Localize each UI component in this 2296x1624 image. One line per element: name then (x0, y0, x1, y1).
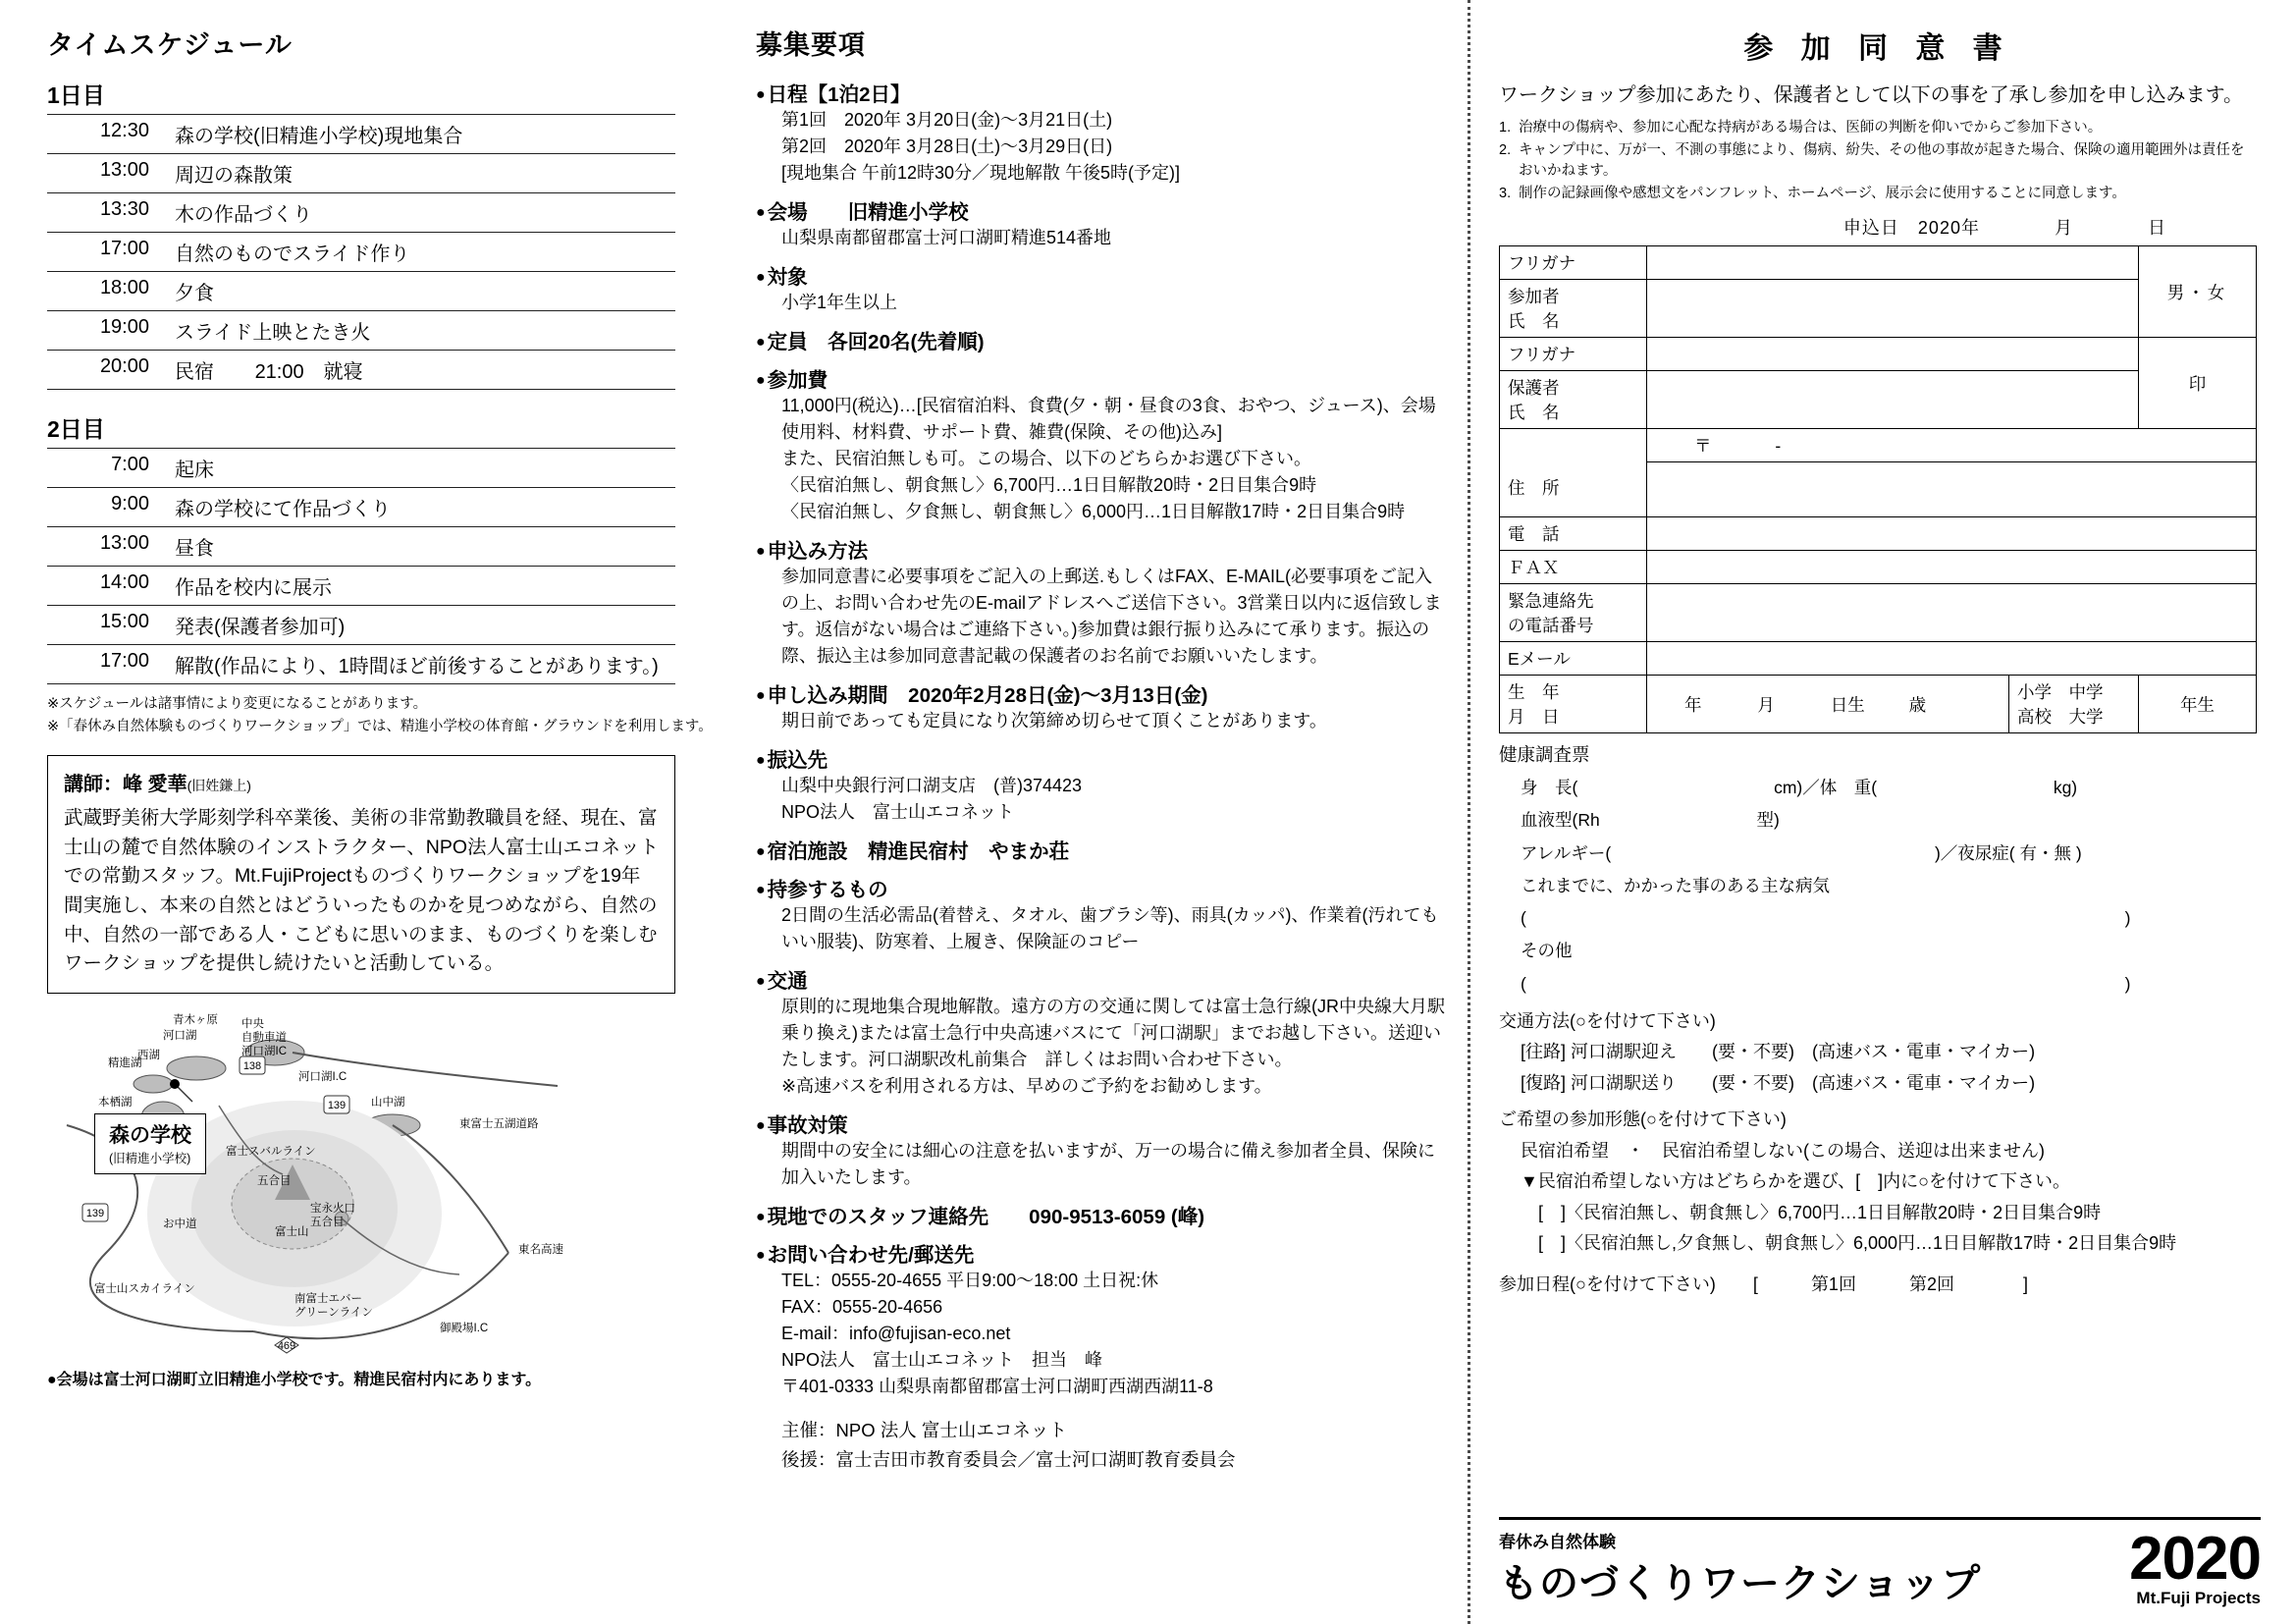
height-weight-unit: cm)／体 重( (1774, 778, 1878, 798)
staff-contact-text[interactable]: 現地でのスタッフ連絡先 090-9513-6059 (峰) (767, 1206, 1205, 1228)
bullet-icon: ● (756, 543, 766, 560)
svg-text:お中道: お中道 (163, 1218, 197, 1230)
paren-close: ) (2124, 973, 2131, 994)
note-1: ※スケジュールは諸事情により変更になることがあります。 (47, 696, 428, 712)
svg-text:西湖: 西湖 (137, 1049, 160, 1061)
health-blood-row[interactable] (1499, 804, 2257, 837)
item-head (756, 1109, 1450, 1138)
svg-text:五合目: 五合目 (310, 1216, 345, 1228)
svg-text:南富士エバー: 南富士エバー (294, 1292, 362, 1305)
cell-event: 木の作品づくり (175, 204, 312, 226)
svg-text:グリーンライン: グリーンライン (294, 1306, 373, 1319)
schedule-notes (47, 694, 726, 737)
table-row (47, 645, 675, 684)
svg-text:山中湖: 山中湖 (371, 1096, 405, 1109)
label-address-text: 住 所 (1508, 478, 1560, 499)
label-line-1: 参加者 (1508, 287, 1560, 307)
item-line: 原則的に現地集合現地解散。遠方の方の交通に関しては富士急行線(JR中央線大月駅乗り換え)または富士急行中央高速バスにて「河口湖駅」までお越し下さい。送迎いたします。河口湖駅改札前集合 詳しくはお問い合わせ下さい。 (781, 997, 1445, 1069)
style-title: ご希望の参加形態(○を付けて下さい) (1499, 1110, 1787, 1130)
consent-form-column (1468, 0, 2296, 1624)
item-line: 期日前であっても定員になり次第締め切らせて頂くことがあります。 (781, 711, 1327, 731)
cell-time: 9:00 (111, 493, 149, 514)
label-line-1: 生 年 (1508, 682, 1560, 703)
table-row (47, 351, 675, 390)
requirement-item (756, 1109, 1450, 1191)
table-row (47, 272, 675, 311)
item-line: ※高速バスを利用される方は、早めのご予約をお勧めします。 (781, 1076, 1272, 1096)
table-row (47, 527, 675, 567)
label-emergency-phone (1500, 584, 1647, 642)
table-row (47, 311, 675, 351)
requirement-item (756, 873, 1450, 955)
cell-event-extra: 21:00 就寝 (254, 361, 363, 383)
label-line-1: 緊急連絡先 (1508, 591, 1594, 612)
cell-event: 森の学校(旧精進小学校)現地集合 (175, 126, 463, 147)
transport-title: 交通方法(○を付けて下さい) (1499, 1010, 1716, 1031)
svg-text:宝永火口: 宝永火口 (310, 1202, 355, 1215)
requirement-item (756, 678, 1450, 734)
item-line: 〈民宿泊無し、夕食無し、朝食無し〉6,000円…1日目解散17時・2日目集合9時 (781, 502, 1406, 521)
seal-box: 印 (2139, 338, 2257, 429)
participation-style-section (1499, 1105, 2257, 1260)
cell-time: 13:00 (99, 532, 149, 554)
footer-title: ものづくりワークショップ (1499, 1562, 1982, 1605)
item-head (756, 873, 1450, 902)
svg-text:本栖湖: 本栖湖 (98, 1096, 133, 1109)
health-title: 健康調査票 (1499, 744, 1590, 766)
cell-time: 13:00 (99, 159, 149, 181)
svg-text:五合目: 五合目 (257, 1174, 292, 1187)
label-line-2: 月 日 (1508, 707, 1560, 728)
contact-email[interactable]: E-mail：info@fujisan-eco.net (781, 1324, 1011, 1343)
map-callout (94, 1113, 206, 1174)
svg-text:138: 138 (242, 1059, 262, 1072)
item-body (756, 290, 1450, 316)
map-caption: ●会場は富士河口湖町立旧精進小学校です。精進民宿村内にあります。 (47, 1371, 542, 1388)
requirement-item (756, 743, 1450, 826)
item-head-text: 宿泊施設 精進民宿村 やまか荘 (767, 840, 1070, 863)
table-row (47, 154, 675, 193)
style-line-2: ▼民宿泊希望しない方はどちらかを選び、[ ]内に○を付けて下さい。 (1521, 1171, 2070, 1192)
footer-right (2129, 1525, 2261, 1608)
birth-month-unit: 月 (1757, 694, 1775, 715)
schedule-pick-bracket-close: ] (2023, 1273, 2029, 1294)
cell-event: スライド上映とたき火 (175, 322, 371, 344)
health-height-row[interactable] (1499, 772, 2257, 804)
bullet-icon: ● (756, 1209, 766, 1225)
requirement-item (756, 835, 1450, 864)
table-row (47, 233, 675, 272)
input-furigana-participant[interactable] (1647, 246, 2139, 280)
svg-text:中央: 中央 (241, 1017, 264, 1030)
bullet-icon: ● (756, 1247, 766, 1264)
health-survey (1499, 737, 2257, 1001)
requirement-item (756, 195, 1450, 251)
item-head (756, 835, 1450, 864)
label-fax: ＦＡＸ (1500, 551, 1647, 584)
lecturer-bio: 武蔵野美術大学彫刻学科卒業後、美術の非常勤教職員を経、現在、富士山の麓で自然体験のインストラクター、NPO法人富士山エコネットでの常勤スタッフ。Mt.FujiProjectものづくりワークショップを19年間実施し、本来の自然とはどういったものかを見つめながら、自然の中、自然の一部である人・こどもに思いのまま、ものづくりを楽しむワークショップを提供し続けたいと活動している。 (64, 807, 660, 975)
footer-left (1499, 1528, 1981, 1608)
middle-column (746, 0, 1468, 1624)
weight-unit: kg) (2053, 778, 2078, 798)
item-body (756, 902, 1450, 955)
school-line-1: 小学 中学 (2017, 682, 2104, 703)
schedule-pick-second[interactable]: 第2回 (1908, 1273, 1954, 1294)
zip-dash: - (1775, 436, 1782, 457)
label-line-2: 氏 名 (1508, 311, 1560, 332)
svg-text:139: 139 (327, 1099, 347, 1111)
school-line-2: 高校 大学 (2017, 707, 2104, 728)
table-row (47, 606, 675, 645)
item-body (756, 225, 1450, 251)
cell-time: 13:30 (99, 198, 149, 220)
term-text: 制作の記録画像や感想文をパンフレット、ホームページ、展示会に使用することに同意します。 (1519, 186, 2126, 202)
birth-day-unit: 日生 (1830, 694, 1865, 715)
applicant-form-table (1499, 245, 2257, 733)
svg-text:139: 139 (85, 1207, 105, 1219)
requirement-item (756, 964, 1450, 1100)
input-fax[interactable] (1647, 551, 2257, 584)
table-row (47, 567, 675, 606)
svg-text:河口湖: 河口湖 (163, 1029, 197, 1042)
schedule-pick-label: 参加日程(○を付けて下さい) (1499, 1273, 1716, 1294)
cell-time: 12:30 (99, 120, 149, 141)
item-head-text: 交通 (767, 970, 808, 993)
flyer-footer (1499, 1517, 2261, 1608)
item-head (756, 195, 1450, 225)
cell-time: 19:00 (99, 316, 149, 338)
height-label: 身 長( (1521, 778, 1578, 798)
cell-event: 周辺の森散策 (175, 165, 293, 187)
item-line: 小学1年生以上 (781, 293, 898, 312)
input-furigana-guardian[interactable] (1647, 338, 2139, 371)
item-head (756, 325, 1450, 354)
item-head-text: お問い合わせ先/郵送先 (767, 1244, 975, 1267)
label-line-1: 保護者 (1508, 378, 1560, 399)
item-body (756, 564, 1450, 670)
input-emergency-phone[interactable] (1647, 584, 2257, 642)
style-option-1[interactable]: [ ]〈民宿泊無し、朝食無し〉6,700円…1日目解散20時・2日目集合9時 (1538, 1202, 2102, 1222)
cell-event-main: 民宿 (175, 361, 214, 383)
blood-label: 血液型(Rh (1521, 810, 1600, 831)
health-other-input[interactable] (1499, 968, 2257, 1001)
item-head (756, 534, 1450, 564)
item-line: 11,000円(税込)…[民宿宿泊料、食費(夕・朝・昼食の3食、おやつ、ジュース)、会場使用料、材料費、サポート費、雑費(保険、その他)込み] (781, 396, 1436, 442)
allergy-label: アレルギー( (1521, 842, 1612, 863)
cell-time: 17:00 (99, 238, 149, 259)
item-head (756, 260, 1450, 290)
input-guardian-name[interactable] (1647, 371, 2139, 429)
requirement-item (756, 534, 1450, 670)
item-body (756, 1138, 1450, 1191)
input-birthdate[interactable] (1647, 676, 2009, 733)
item-line: NPO法人 富士山エコネット (781, 802, 1015, 822)
table-row (47, 193, 675, 233)
item-head-text: 振込先 (767, 749, 828, 772)
input-zip[interactable] (1647, 429, 2257, 462)
lecturer-name: 講師：峰 愛華 (64, 774, 187, 796)
cell-event: 作品を校内に展示 (175, 577, 332, 599)
application-date-line (1499, 214, 2166, 240)
list-item (1499, 184, 2257, 204)
cell-event: 夕食 (175, 283, 214, 304)
svg-text:自動車道: 自動車道 (241, 1031, 287, 1044)
contact-tel[interactable]: TEL：0555-20-4655 平日9:00～18:00 土日祝:休 (781, 1271, 1159, 1290)
form-title: 参 加 同 意 書 (1743, 32, 2012, 65)
day2-schedule-table (47, 448, 675, 684)
map-callout-sub: (旧精進小学校) (109, 1151, 191, 1165)
map-callout-title: 森の学校 (109, 1123, 191, 1147)
health-past-illness-input[interactable] (1499, 902, 2257, 935)
requirement-item (756, 260, 1450, 316)
lecturer-former-name: (旧姓鎌上) (187, 778, 251, 794)
term-number: 3. (1499, 186, 1512, 202)
contact-fax: FAX：0555-20-4656 (781, 1297, 943, 1317)
day1-heading: 1日目 (47, 82, 105, 108)
item-head-text: 申込み方法 (767, 540, 869, 563)
input-address[interactable] (1647, 462, 2257, 517)
item-line: 2日間の生活必需品(着替え、タオル、歯ブラシ等)、雨具(カッパ)、作業着(汚れてもいい服装)、防寒着、上履き、保険証のコピー (781, 905, 1439, 951)
schedule-pick-first[interactable]: 第1回 (1810, 1273, 1856, 1294)
transport-outbound[interactable]: [往路] 河口湖駅迎え (要・不要) (高速バス・電車・マイカー) (1521, 1042, 2036, 1062)
map-svg (47, 1007, 734, 1361)
item-line: 参加同意書に必要事項をご記入の上郵送.もしくはFAX、E-MAIL(必要事項をご記入の上、お問い合わせ先のE-mailアドレスへご送信下さい。3営業日以内に返信致します。返信がない場合はご連絡下さい。)参加費は銀行振り込みにて承ります。振込の際、振込主は参加同意書記載の保護者のお名前でお願いいたします。 (781, 567, 1442, 666)
table-row (1500, 338, 2257, 371)
item-head-text: 事故対策 (767, 1114, 848, 1137)
svg-text:富士山スカイライン: 富士山スカイライン (94, 1282, 195, 1295)
bullet-icon: ● (756, 372, 766, 389)
bullet-icon: ● (756, 269, 766, 286)
schedule-pick-section (1499, 1270, 2257, 1301)
cell-time: 14:00 (99, 571, 149, 593)
item-head (756, 363, 1450, 393)
label-participant-name (1500, 280, 1647, 338)
style-option-2[interactable]: [ ]〈民宿泊無し,夕食無し、朝食無し〉6,000円…1日目解散17時・2日目集合9時 (1538, 1233, 2177, 1254)
cell-event: 発表(保護者参加可) (175, 617, 346, 638)
requirement-item (756, 363, 1450, 525)
requirement-item (756, 325, 1450, 354)
paren-close: ) (2124, 908, 2131, 929)
item-body (756, 393, 1450, 525)
item-body (756, 708, 1450, 734)
cell-event: 昼食 (175, 538, 214, 560)
health-other-label: その他 (1521, 941, 1573, 961)
item-head (756, 78, 1450, 107)
table-row (1500, 642, 2257, 676)
note-2: ※「春休み自然体験ものづくりワークショップ」では、精進小学校の体育館・グラウンドを利用します。 (47, 719, 713, 735)
item-line: 山梨中央銀行河口湖支店 (普)374423 (781, 776, 1083, 795)
input-email[interactable] (1647, 642, 2257, 676)
item-head (756, 1238, 1450, 1268)
birth-age-unit: 歳 (1908, 694, 1927, 715)
item-head-text: 対象 (767, 266, 808, 289)
label-line-2: の電話番号 (1508, 616, 1594, 636)
cell-event: 起床 (175, 460, 214, 481)
svg-text:御殿場I.C: 御殿場I.C (440, 1322, 489, 1334)
item-body (756, 107, 1450, 187)
footer-brand: Mt.Fuji Projects (2136, 1589, 2261, 1607)
footer-year: 2020 (2129, 1525, 2261, 1594)
item-body (756, 994, 1450, 1100)
svg-text:青木ヶ原: 青木ヶ原 (173, 1013, 218, 1026)
transport-section (1499, 1006, 2257, 1100)
item-line: 山梨県南都留郡富士河口湖町精進514番地 (781, 228, 1112, 247)
item-line: 第1回 2020年 3月20日(金)～3月21日(土) (781, 110, 1113, 130)
bullet-icon: ● (756, 687, 766, 704)
bullet-icon: ● (756, 334, 766, 351)
svg-text:富士山: 富士山 (275, 1225, 309, 1238)
input-tel[interactable] (1647, 517, 2257, 551)
item-line: 〈民宿泊無し、朝食無し〉6,700円…1日目解散20時・2日目集合9時 (781, 475, 1317, 495)
item-line: また、民宿泊無しも可。この場合、以下のどちらかお選び下さい。 (781, 449, 1311, 468)
label-furigana-guardian: フリガナ (1500, 338, 1647, 371)
label-address (1500, 429, 1647, 517)
label-school-type[interactable] (2009, 676, 2139, 733)
list-item (1499, 140, 2257, 182)
day2-heading: 2日目 (47, 416, 105, 442)
svg-text:469: 469 (277, 1339, 296, 1352)
terms-list (1499, 118, 2257, 204)
health-past-illness-label: これまでに、かかった事のある主な病気 (1521, 875, 1830, 895)
cell-event: 自然のものでスライド作り (175, 244, 410, 265)
term-text: 治療中の傷病や、参加に心配な持病がある場合は、医師の判断を仰いでからご参加下さい。 (1519, 120, 2103, 135)
field-sex[interactable]: 男・女 (2139, 246, 2257, 338)
bullet-icon: ● (756, 1117, 766, 1134)
item-head-text: 持参するもの (767, 879, 888, 901)
table-row (1500, 429, 2257, 462)
cell-time: 17:00 (99, 650, 149, 672)
term-number: 2. (1499, 142, 1512, 159)
requirement-item (756, 1200, 1450, 1229)
table-row (1500, 517, 2257, 551)
requirement-item (756, 78, 1450, 187)
svg-text:富士スバルライン: 富士スバルライン (226, 1145, 316, 1158)
table-row (1500, 551, 2257, 584)
item-head-text: 日程【1泊2日】 (767, 83, 911, 106)
allergy-tail: )／夜尿症( 有・無 ) (1934, 842, 2082, 863)
item-body (756, 1268, 1450, 1400)
day1-schedule-table (47, 114, 675, 390)
area-map (47, 1007, 734, 1361)
input-participant-name[interactable] (1647, 280, 2139, 338)
item-body (756, 773, 1450, 826)
health-allergy-row[interactable] (1499, 838, 2257, 870)
left-column (0, 0, 746, 1624)
cell-event: 解散(作品により、1時間ほど前後することがあります。) (175, 656, 659, 677)
item-head (756, 1200, 1450, 1229)
input-grade[interactable]: 年生 (2139, 676, 2257, 733)
table-row (47, 115, 675, 154)
item-head-text: 会場 旧精進小学校 (767, 201, 969, 224)
cell-time: 20:00 (99, 355, 149, 377)
table-row (47, 488, 675, 527)
organizer-host: 主催：NPO 法人 富士山エコネット (781, 1420, 1067, 1440)
cell-time: 18:00 (99, 277, 149, 298)
svg-text:精進湖: 精進湖 (108, 1056, 142, 1069)
schedule-pick-bracket-open: [ (1752, 1273, 1758, 1294)
page-title: タイムスケジュール (47, 30, 293, 60)
label-tel: 電 話 (1500, 517, 1647, 551)
item-line: [現地集合 午前12時30分／現地解散 午後5時(予定)] (781, 163, 1181, 183)
footer-kicker: 春休み自然体験 (1499, 1533, 1616, 1551)
item-head (756, 678, 1450, 708)
label-email: Eメール (1500, 642, 1647, 676)
bullet-icon: ● (756, 86, 766, 103)
item-head (756, 743, 1450, 773)
style-line-1[interactable]: 民宿泊希望 ・ 民宿泊希望しない(この場合、送迎は出来ません) (1521, 1140, 2045, 1161)
transport-inbound[interactable]: [復路] 河口湖駅送り (要・不要) (高速バス・電車・マイカー) (1521, 1072, 2036, 1093)
lecturer-title (64, 768, 659, 796)
birth-year-unit: 年 (1684, 694, 1702, 715)
bullet-icon: ● (756, 204, 766, 221)
item-head-text: 申し込み期間 2020年2月28日(金)～3月13日(金) (767, 684, 1208, 707)
bullet-icon: ● (756, 882, 766, 898)
svg-text:河口湖I.C: 河口湖I.C (298, 1070, 347, 1083)
form-lead: ワークショップ参加にあたり、保護者として以下の事を了承し参加を申し込みます。 (1499, 84, 2243, 106)
cell-event (175, 351, 675, 390)
item-line: 期間中の安全には細心の注意を払いますが、万一の場合に備え参加者全員、保険に加入いたします。 (781, 1141, 1435, 1187)
zip-mark: 〒 (1694, 436, 1712, 457)
svg-text:河口湖IC: 河口湖IC (241, 1045, 287, 1057)
list-item (1499, 118, 2257, 138)
paren-open: ( (1521, 908, 1526, 929)
contact-address: 〒401-0333 山梨県南都留郡富士河口湖町西湖西湖11-8 (781, 1377, 1213, 1396)
cell-event: 森の学校にて作品づくり (175, 499, 391, 520)
table-row (1500, 584, 2257, 642)
label-guardian-name (1500, 371, 1647, 429)
label-line-2: 氏 名 (1508, 403, 1560, 423)
application-date-day[interactable]: 日 (2148, 218, 2166, 239)
contact-org: NPO法人 富士山エコネット 担当 峰 (781, 1350, 1103, 1370)
term-number: 1. (1499, 120, 1512, 135)
bullet-icon: ● (756, 973, 766, 990)
svg-text:東富士五湖道路: 東富士五湖道路 (459, 1117, 539, 1130)
item-head-text: 定員 各回20名(先着順) (767, 331, 985, 353)
requirements-title: 募集要項 (756, 30, 866, 60)
application-date-label: 申込日 2020年 (1842, 218, 1980, 239)
item-line: 第2回 2020年 3月28日(土)～3月29日(日) (781, 136, 1113, 156)
item-head (756, 964, 1450, 994)
term-text: キャンプ中に、万が一、不測の事態により、傷病、紛失、その他の事故が起きた場合、保険の適用範囲外は責任をおいかねます。 (1519, 142, 2245, 180)
bullet-icon: ● (756, 752, 766, 769)
table-row (1500, 246, 2257, 280)
paren-open: ( (1521, 973, 1526, 994)
blood-unit: 型) (1756, 810, 1780, 831)
organizer-support: 後援：富士吉田市教育委員会／富士河口湖町教育委員会 (781, 1448, 1236, 1470)
label-birthdate (1500, 676, 1647, 733)
organizers (756, 1416, 1450, 1474)
svg-text:東名高速: 東名高速 (518, 1243, 563, 1256)
table-row (47, 449, 675, 488)
requirement-item (756, 1238, 1450, 1400)
bullet-icon: ● (756, 843, 766, 860)
table-row (1500, 676, 2257, 733)
label-furigana-participant: フリガナ (1500, 246, 1647, 280)
cell-time: 7:00 (111, 454, 149, 475)
item-head-text: 参加費 (767, 369, 828, 392)
lecturer-box (47, 755, 675, 994)
cell-time: 15:00 (99, 611, 149, 632)
application-date-month[interactable]: 月 (2054, 218, 2073, 239)
